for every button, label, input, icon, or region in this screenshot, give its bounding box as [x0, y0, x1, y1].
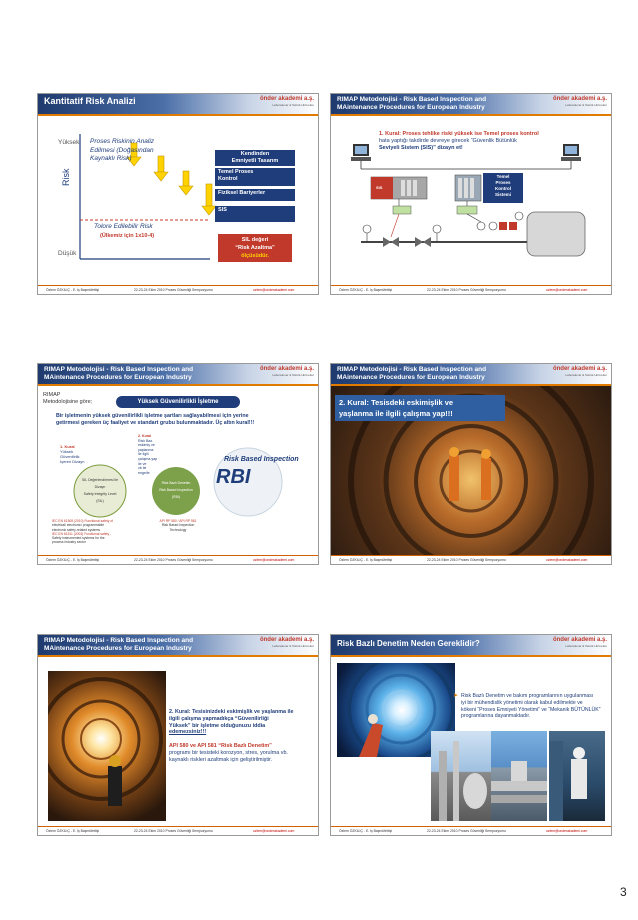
sis-label: SIS	[376, 185, 383, 190]
footer-email: ozlem@onderakademi.com	[546, 829, 588, 833]
why-rbi-bullet	[453, 693, 601, 720]
page-number: 3	[620, 885, 627, 899]
rule-line: ile ve	[138, 461, 147, 466]
para-line: edemezsiniz!!!	[169, 729, 207, 736]
footer-email: ozlem@onderakademi.com	[253, 558, 295, 562]
sis-box	[215, 206, 295, 222]
rule-line: engelle	[138, 470, 150, 475]
logo-tagline: Laboratuvar & Teknik Hizmetler	[272, 644, 314, 648]
logo-tagline: Laboratuvar & Teknik Hizmetler	[272, 103, 314, 107]
slide-title: Kantitatif Risk Analizi	[44, 96, 136, 106]
box-line: Fiziksel Bariyerler	[218, 190, 266, 196]
company-logo	[260, 637, 314, 648]
footer-email: ozlem@onderakademi.com	[253, 288, 295, 292]
footer-email: ozlem@onderakademi.com	[253, 829, 295, 833]
inherent-safe-design-box	[215, 150, 295, 166]
rule-line: Yüksek	[60, 449, 74, 454]
rule-line: eskimiş ve	[138, 443, 155, 448]
analysis-line: Kaynaklı Risk)	[90, 155, 132, 162]
monitor-icon-left	[351, 144, 371, 161]
bpcs-line: Proses	[495, 180, 511, 185]
para-line: ilgili çalışma yapmadıkça “Güvenilirliği	[169, 715, 269, 722]
rule-line: hata yaptığı takdirde devreye girecek “Güvenlik Bütünlük	[379, 138, 517, 144]
header-divider	[38, 655, 318, 657]
slide-footer	[331, 555, 611, 564]
circle-line: Safety Integrity Level	[83, 492, 117, 496]
footer-event: 22-23-24 Ekim 2010 Proses Güvenliği Sempozyumu	[427, 829, 506, 833]
tolerable-risk-label: Tolore Edilebilir Risk	[94, 223, 153, 230]
wordcloud-rbi: RBI	[216, 466, 251, 488]
para-line: API 580 ve API 581 “Risk Bazlı Denetim”	[169, 743, 272, 749]
title-line: RIMAP Metodolojisi - Risk Based Inspection and	[337, 96, 487, 103]
risk-high-label: Yüksek	[58, 139, 80, 146]
slide-title	[337, 366, 486, 381]
slide-aging-photo	[330, 363, 612, 565]
pipe-rings	[48, 671, 166, 821]
rule-title: 1. Kural	[60, 444, 75, 449]
refinery-shapes	[431, 731, 491, 821]
risk-low-label: Düşük	[58, 250, 77, 257]
rule-line: Risk Baz.	[138, 438, 154, 443]
boiler-worker-photo	[549, 731, 605, 821]
rule-line: 1. Kural: Proses tehlike riski yüksek ise Temel proses kontrol	[379, 131, 539, 137]
footer-author: Özlem ÖZKILIÇ - E. İş Başmüfettişi	[339, 558, 393, 562]
std-line: Safety instrumented systems for the	[52, 536, 105, 541]
footer-email: ozlem@onderakademi.com	[546, 558, 588, 562]
tolerable-risk-note: (Ülkemiz için 1x10-4)	[100, 233, 155, 239]
sil-line: “Risk Azaltma”	[235, 245, 275, 251]
box-line: SIS	[218, 207, 227, 213]
rule-line: İçeren Dizayn	[60, 459, 85, 464]
title-line: MAintenance Procedures for European Industry	[44, 373, 192, 381]
box-line: Temel Proses	[218, 169, 254, 175]
slide-title: Risk Bazlı Denetim Neden Gereklidir?	[337, 639, 480, 648]
slide-footer	[331, 285, 611, 294]
bullet-line: iyi bir mühendislik yönetimi olarak kabul edilmekte ve	[461, 699, 583, 706]
logo-text: önder akademi a.ş.	[259, 96, 314, 102]
logo-text: önder akademi a.ş.	[552, 637, 607, 643]
slide-footer	[38, 285, 318, 294]
logo-tagline: Laboratuvar & Teknik Hizmetler	[565, 373, 607, 377]
footer-event: 22-23-24 Ekim 2010 Proses Güvenliği Sempozyumu	[427, 288, 506, 292]
title-line: RIMAP Metodolojisi - Risk Based Inspection and	[337, 366, 487, 373]
logo-tagline: Laboratuvar & Teknik Hizmetler	[272, 373, 314, 377]
title-line: MAintenance Procedures for European Industry	[337, 373, 485, 381]
bpcs-line: Sistemi	[494, 192, 511, 197]
std-line: Technology	[169, 527, 187, 532]
circle-line: SIL Değerlendirmesi ile	[81, 478, 119, 482]
pipe-inspection-photo	[48, 671, 166, 821]
circle-line: (RBI)	[172, 495, 180, 499]
iec-standards-text	[52, 519, 113, 545]
para-line: programı bir tesisteki korozyon, stres, yorulma vb.	[169, 749, 288, 756]
sentence-line: getirmesi gereken üç faaliyet ve standart grubu bulunmaktadır. Üç altın kural!!!	[56, 420, 255, 426]
rule-line: Seviyeli Sistem (SIS)” dizayn et!	[379, 145, 463, 151]
circle-line: Risk Bazlı Denetim	[161, 481, 191, 485]
box-line: Kendinden	[240, 151, 270, 157]
sil-design-circle-text	[76, 477, 124, 505]
footer-event: 22-23-24 Ekim 2010 Proses Güvenliği Sempozyumu	[134, 829, 213, 833]
rule-line: Güvenilirlik	[60, 454, 80, 459]
para-line: Yüksek” bir işletme olduğunuzu iddia	[169, 722, 266, 729]
api-paragraph	[169, 743, 288, 763]
logo-text: önder akademi a.ş.	[259, 366, 314, 372]
rbi-circle-text	[154, 480, 198, 501]
pipeline-photo	[491, 731, 547, 821]
bullet-line: programlarına dayanmaktadır.	[461, 713, 531, 720]
sentence-line: Bir işletmenin yüksek güvenilirlikli işletme şartları sağlayabilmesi için yerine	[56, 413, 249, 419]
company-logo	[553, 637, 607, 648]
slide-why-rbi	[330, 634, 612, 836]
bullet-line: Risk Bazlı Denetim ve bakım programlarının uygulanması	[461, 693, 594, 699]
logo-text: önder akademi a.ş.	[552, 366, 607, 372]
worker-shapes	[549, 731, 605, 821]
api-standards-text	[156, 519, 200, 532]
pipeline-shapes	[491, 731, 547, 821]
footer-event: 22-23-24 Ekim 2010 Proses Güvenliği Sempozyumu	[134, 558, 213, 562]
footer-author: Özlem ÖZKILIÇ - E. İş Başmüfettişi	[46, 288, 100, 292]
title-line: MAintenance Procedures for European Industry	[337, 103, 485, 111]
title-line: RIMAP Metodolojisi - Risk Based Inspection and	[44, 637, 194, 644]
sil-line: SIL değeri	[241, 237, 269, 243]
bullet-line: kökeni “Proses Emniyeti Yönetimi” ve “Mekanik BÜTÜNLÜK”	[461, 706, 601, 713]
slide-high-reliability-operation	[37, 363, 319, 565]
refinery-photo	[431, 731, 491, 821]
footer-event: 22-23-24 Ekim 2010 Proses Güvenliği Sempozyumu	[134, 288, 213, 292]
box-line: Emniyetli Tasarım	[231, 157, 279, 164]
bullet-arrow-icon: ➤	[453, 693, 459, 699]
logo-tagline: Laboratuvar & Teknik Hizmetler	[565, 644, 607, 648]
rule2-paragraph	[169, 709, 294, 736]
analysis-line: Edilmesi (Doğasından	[90, 146, 154, 154]
circle-line: Dizayn	[94, 485, 106, 489]
footer-author: Özlem ÖZKILIÇ - E. İş Başmüfettişi	[339, 829, 393, 833]
footer-event: 22-23-24 Ekim 2010 Proses Güvenliği Sempozyumu	[427, 558, 506, 562]
banner-text: Yüksek Güvenilirlikli İşletme	[137, 399, 219, 405]
logo-text: önder akademi a.ş.	[259, 637, 314, 643]
wordcloud-title: Risk Based Inspection	[224, 456, 299, 463]
slide-api-580-581	[37, 634, 319, 836]
slide-footer	[38, 826, 318, 835]
company-logo	[553, 366, 607, 377]
logo-text: önder akademi a.ş.	[552, 96, 607, 102]
callout-line: yaşlanma ile ilgili çalışma yap!!!	[339, 409, 453, 418]
bpcs-line: Kontrol	[495, 186, 511, 191]
footer-author: Özlem ÖZKILIÇ - E. İş Başmüfettişi	[46, 558, 100, 562]
rule-title: 2. Kural	[138, 434, 152, 438]
rule-line: vb ile	[138, 466, 147, 471]
sil-risk-reduction-box	[218, 234, 292, 262]
box-line: Kontrol	[218, 175, 238, 182]
slide-footer	[331, 826, 611, 835]
footer-email: ozlem@onderakademi.com	[546, 288, 588, 292]
physical-barriers-box	[215, 189, 295, 201]
intro-line: RIMAP	[43, 392, 61, 398]
process-risk-analysis-text	[90, 138, 154, 164]
footer-author: Özlem ÖZKILIÇ - E. İş Başmüfettişi	[46, 829, 100, 833]
rule-line: yaşlanma	[138, 447, 154, 452]
std-line: electrical/ electronic/ programmable	[52, 523, 105, 528]
rule2-callout	[335, 395, 505, 421]
circle-line: (SIL)	[96, 499, 104, 503]
para-line: 2. Kural: Tesisinizdeki eskimişlik ve yaşlanma ile	[169, 709, 294, 715]
footer-author: Özlem ÖZKILIÇ - E. İş Başmüfettişi	[339, 288, 393, 292]
bpcs-line: Temel	[496, 174, 510, 179]
std-line: electronic safety-related systems	[52, 527, 101, 532]
header-divider	[331, 655, 611, 657]
risk-axis-label: Risk	[61, 168, 71, 186]
title-line: RIMAP Metodolojisi - Risk Based Inspection and	[44, 366, 194, 373]
std-line: process industry sector	[52, 540, 86, 545]
title-line: MAintenance Procedures for European Industry	[44, 644, 192, 652]
para-line: kaynaklı riskleri azaltmak için geliştirilmiştir.	[169, 756, 273, 763]
bpcs-label	[483, 174, 523, 198]
std-line: Risk Based Inspection	[161, 523, 195, 528]
sis-process-diagram	[331, 94, 611, 294]
rule-line: ile ilgili	[138, 452, 149, 457]
monitor-icon-right	[561, 144, 581, 161]
std-line: IEC EN 61511 (2003) Functional safety -	[52, 531, 112, 536]
circle-line: Risk Based Inspection	[159, 488, 193, 492]
intro-line: Metodolojisine göre;	[43, 399, 93, 405]
std-line: IEC EN 61508 (2010) Functional safety of	[52, 519, 114, 523]
basic-process-control-box	[215, 168, 295, 186]
std-line: API RP 580 / API RP 581	[159, 519, 197, 523]
logo-tagline: Laboratuvar & Teknik Hizmetler	[565, 103, 607, 107]
slide-footer	[38, 555, 318, 564]
analysis-line: Proses Riskinin Analiz	[90, 138, 155, 145]
slide-kantitatif-risk-analizi	[37, 93, 319, 295]
rule-line: çalışma yap	[138, 456, 158, 461]
callout-line: 2. Kural: Tesisdeki eskimişlik ve	[339, 398, 454, 407]
slide-rule1-sis	[330, 93, 612, 295]
sil-line: ölçüsüdür.	[241, 253, 269, 259]
slide-title	[44, 637, 193, 652]
